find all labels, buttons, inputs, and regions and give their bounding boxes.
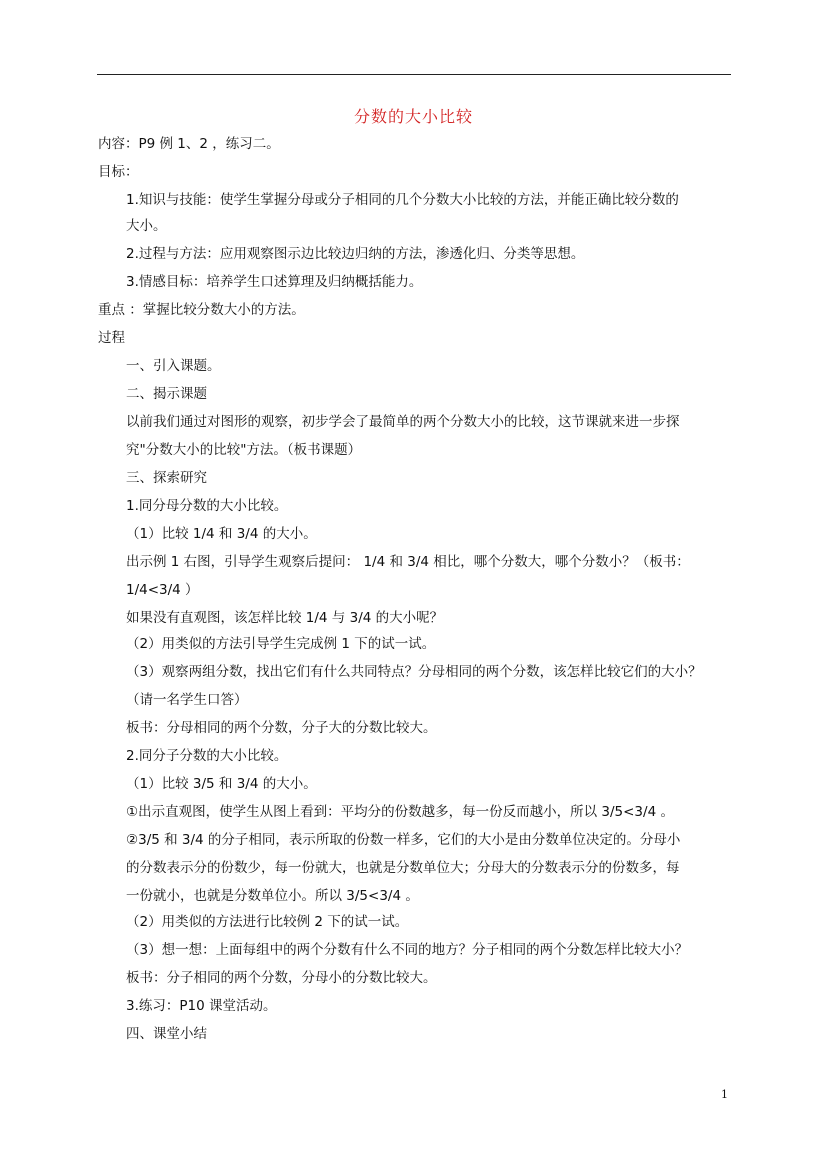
goal-3: 3.情感目标：培养学生口述算理及归纳概括能力。 xyxy=(126,274,423,290)
section-2-heading: 二、揭示课题 xyxy=(126,386,207,402)
paragraph-line: 如果没有直观图，该怎样比较 1/4 与 3/4 的大小呢？ xyxy=(126,610,444,626)
paragraph-line: ②3/5 和 3/4 的分子相同，表示所取的份数一样多，它们的大小是由分数单位决定的。分母小 xyxy=(126,832,681,848)
section-4-heading: 四、课堂小结 xyxy=(126,1026,207,1042)
paragraph-line: 一份就小，也就是分数单位小。所以 3/5<3/4 。 xyxy=(126,888,419,904)
subsection-2-heading: 2.同分子分数的大小比较。 xyxy=(126,748,288,764)
paragraph-line: 出示例 1 右图，引导学生观察后提问： 1/4 和 3/4 相比，哪个分数大，哪个分数小？（板书： xyxy=(126,554,690,570)
process-heading: 过程 xyxy=(98,330,125,346)
paragraph-line: ①出示直观图，使学生从图上看到：平均分的份数越多，每一份反而越小，所以 3/5<3/4 。 xyxy=(126,804,674,820)
goal-2: 2.过程与方法：应用观察图示边比较边归纳的方法，渗透化归、分类等思想。 xyxy=(126,246,585,262)
paragraph-line: （1）比较 3/5 和 3/4 的大小。 xyxy=(126,776,317,792)
paragraph-line: 的分数表示分的份数少，每一份就大，也就是分数单位大；分母大的分数表示分的份数多，每 xyxy=(126,860,680,876)
paragraph-line: （请一名学生口答） xyxy=(126,692,248,708)
paragraph-line: 板书：分子相同的两个分数，分母小的分数比较大。 xyxy=(126,970,437,986)
goal-1-line-2: 大小。 xyxy=(126,218,167,234)
paragraph-line: （3）想一想：上面每组中的两个分数有什么不同的地方？分子相同的两个分数怎样比较大小？ xyxy=(126,942,689,958)
paragraph-line: 究"分数大小的比较"方法。（板书课题） xyxy=(126,442,362,458)
paragraph-line: 板书：分母相同的两个分数，分子大的分数比较大。 xyxy=(126,720,437,736)
goal-1-line-1: 1.知识与技能：使学生掌握分母或分子相同的几个分数大小比较的方法，并能正确比较分数的 xyxy=(126,192,679,208)
content-line: 内容：P9 例 1、2 ，练习二。 xyxy=(98,136,280,152)
document-title: 分数的大小比较 xyxy=(353,107,473,126)
paragraph-line: （3）观察两组分数，找出它们有什么共同特点？分母相同的两个分数，该怎样比较它们的大小？ xyxy=(126,664,702,680)
paragraph-line: （1）比较 1/4 和 3/4 的大小。 xyxy=(126,526,317,542)
paragraph-line: 1/4<3/4 ） xyxy=(126,582,199,598)
paragraph-line: （2）用类似的方法引导学生完成例 1 下的试一试。 xyxy=(126,636,436,652)
goals-heading: 目标： xyxy=(98,164,139,180)
header-rule xyxy=(97,74,731,75)
page-number: 1 xyxy=(721,1088,728,1101)
paragraph-line: 以前我们通过对图形的观察，初步学会了最简单的两个分数大小的比较，这节课就来进一步探 xyxy=(126,414,680,430)
paragraph-line: （2）用类似的方法进行比较例 2 下的试一试。 xyxy=(126,914,409,930)
section-3-heading: 三、探索研究 xyxy=(126,470,207,486)
key-point: 重点 ：掌握比较分数大小的方法。 xyxy=(98,302,305,318)
subsection-3-heading: 3.练习：P10 课堂活动。 xyxy=(126,998,277,1014)
subsection-1-heading: 1.同分母分数的大小比较。 xyxy=(126,498,288,514)
section-1-heading: 一、引入课题。 xyxy=(126,358,221,374)
